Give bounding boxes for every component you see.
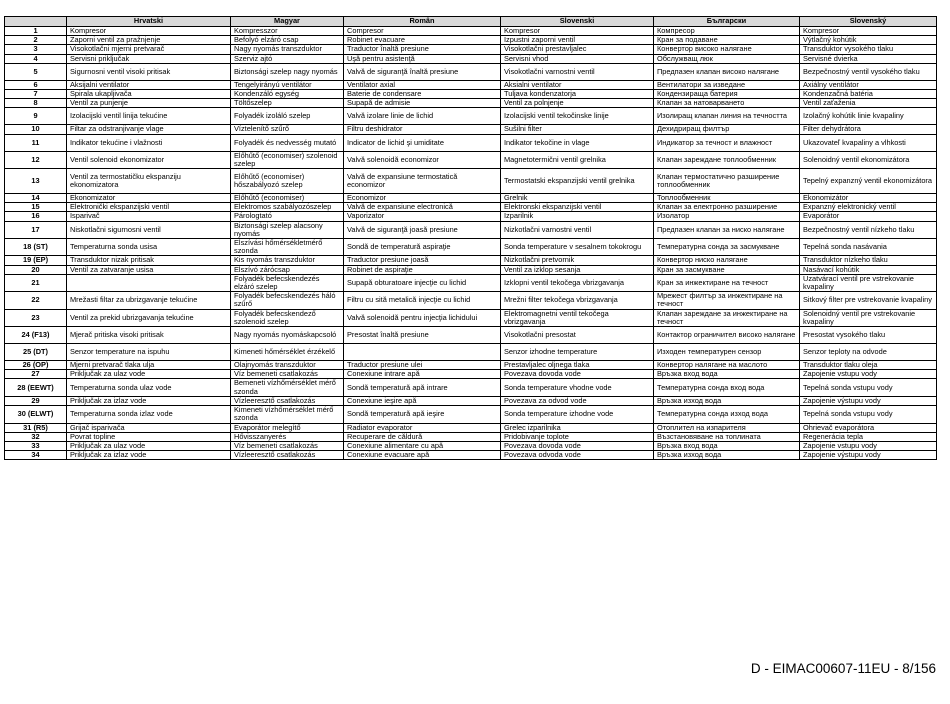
cell-slovenian: Pridobivanje toplote — [501, 432, 654, 441]
cell-slovak: Uzatvárací ventil pre vstrekovanie kvapaliny — [800, 274, 937, 291]
cell-romanian: Valvă de siguranţă joasă presiune — [344, 221, 501, 238]
cell-slovenian: Povezava dovoda vode — [501, 441, 654, 450]
cell-bulgarian: Изолиращ клапан линия на течността — [654, 108, 800, 125]
cell-hungarian: Biztonsági szelep alacsony nyomás — [231, 221, 344, 238]
cell-slovenian: Kompresor — [501, 27, 654, 36]
cell-hungarian: Víztelenítő szűrő — [231, 125, 344, 134]
table-row — [5, 203, 937, 212]
cell-romanian: Robinet de aspiraţie — [344, 265, 501, 274]
cell-croatian: Mjerač pritiska visoki pritisak — [67, 327, 231, 344]
cell-croatian: Povrat topline — [67, 432, 231, 441]
row-number: 15 — [5, 203, 67, 212]
cell-slovenian: Ventil za polnjenje — [501, 99, 654, 108]
table-row — [5, 379, 937, 396]
cell-romanian: Conexiune alimentare cu apă — [344, 441, 501, 450]
table-body — [5, 27, 937, 460]
cell-croatian: Temperaturna sonda usisa — [67, 239, 231, 256]
cell-bulgarian: Изолатор — [654, 212, 800, 221]
cell-hungarian: Előhűtő (economiser) — [231, 194, 344, 203]
cell-romanian: Traductor înaltă presiune — [344, 45, 501, 54]
cell-hungarian: Evaporátor melegítő — [231, 423, 344, 432]
cell-slovak: Evaporátor — [800, 212, 937, 221]
cell-croatian: Ventil solenoid ekonomizator — [67, 151, 231, 168]
row-number: 8 — [5, 99, 67, 108]
row-number: 12 — [5, 151, 67, 168]
row-number: 19 (EP) — [5, 256, 67, 265]
table-row — [5, 423, 937, 432]
cell-slovenian: Izklopni ventil tekočega vbrizgavanja — [501, 274, 654, 291]
cell-slovak: Solenoidný ventil ekonomizátora — [800, 151, 937, 168]
cell-bulgarian: Компресор — [654, 27, 800, 36]
cell-romanian: Valvă de expansiune electronică — [344, 203, 501, 212]
cell-slovenian: Senzor izhodne temperature — [501, 344, 654, 361]
cell-slovenian: Sušilni filter — [501, 125, 654, 134]
cell-romanian: Traductor presiune ulei — [344, 361, 501, 370]
cell-bulgarian: Отоплител на изпарителя — [654, 423, 800, 432]
cell-slovenian: Magnetotermični ventil grelnika — [501, 151, 654, 168]
cell-slovenian: Servisni vhod — [501, 54, 654, 63]
cell-slovak: Tepelná sonda vstupu vody — [800, 379, 937, 396]
cell-slovenian: Sonda temperature v sesalnem tokokrogu — [501, 239, 654, 256]
table-row — [5, 441, 937, 450]
row-number: 11 — [5, 134, 67, 151]
cell-hungarian: Befolyó elzáró csap — [231, 36, 344, 45]
cell-bulgarian: Контактор ограничител високо налягане — [654, 327, 800, 344]
cell-hungarian: Előhűtő (economiser) szolenoid szelep — [231, 151, 344, 168]
table-row — [5, 151, 937, 168]
row-number: 9 — [5, 108, 67, 125]
row-number: 7 — [5, 90, 67, 99]
table-row — [5, 45, 937, 54]
row-number: 17 — [5, 221, 67, 238]
cell-bulgarian: Топлообменник — [654, 194, 800, 203]
cell-hungarian: Folyadék befecskendező szolenoid szelep — [231, 309, 344, 326]
cell-bulgarian: Възстановяване на топлината — [654, 432, 800, 441]
cell-slovak: Nasávací kohútik — [800, 265, 937, 274]
cell-bulgarian: Конвертор налягане на маслото — [654, 361, 800, 370]
row-number: 3 — [5, 45, 67, 54]
cell-slovenian: Aksialni ventilator — [501, 80, 654, 89]
table-row — [5, 99, 937, 108]
cell-bulgarian: Кондензираща батерия — [654, 90, 800, 99]
cell-romanian: Valvă de expansiune termostatică economizor — [344, 169, 501, 194]
cell-croatian: Servisni priključak — [67, 54, 231, 63]
cell-croatian: Aksijalni ventilator — [67, 80, 231, 89]
row-number: 21 — [5, 274, 67, 291]
cell-hungarian: Biztonsági szelep nagy nyomás — [231, 63, 344, 80]
cell-slovenian: Povezava odvoda vode — [501, 451, 654, 460]
cell-hungarian: Nagy nyomás nyomáskapcsoló — [231, 327, 344, 344]
cell-romanian: Conexiune intrare apă — [344, 370, 501, 379]
cell-slovak: Kompresor — [800, 27, 937, 36]
cell-romanian: Valvă de siguranţă înaltă presiune — [344, 63, 501, 80]
table-row — [5, 274, 937, 291]
cell-romanian — [344, 344, 501, 361]
row-number: 14 — [5, 194, 67, 203]
cell-slovenian: Povezava dovoda vode — [501, 370, 654, 379]
cell-hungarian: Tengelyirányú ventilátor — [231, 80, 344, 89]
cell-bulgarian: Изходен температурен сензор — [654, 344, 800, 361]
column-header-slovenian: Slovenski — [501, 17, 654, 27]
table-header-row — [5, 17, 937, 27]
cell-slovak: Filter dehydrátora — [800, 125, 937, 134]
row-number: 23 — [5, 309, 67, 326]
cell-croatian: Priključak za izlaz vode — [67, 396, 231, 405]
cell-slovenian: Izparilnik — [501, 212, 654, 221]
cell-romanian: Vaporizator — [344, 212, 501, 221]
cell-hungarian: Olajnyomás transzduktor — [231, 361, 344, 370]
row-number: 33 — [5, 441, 67, 450]
row-number: 28 (EEWT) — [5, 379, 67, 396]
column-header-romanian: Român — [344, 17, 501, 27]
row-number: 25 (DT) — [5, 344, 67, 361]
cell-slovak: Regenerácia tepla — [800, 432, 937, 441]
cell-bulgarian: Предпазен клапан високо налягане — [654, 63, 800, 80]
cell-croatian: Visokotlačni mjerni pretvarač — [67, 45, 231, 54]
cell-romanian: Presostat înaltă presiune — [344, 327, 501, 344]
cell-slovenian: Sonda temperature vhodne vode — [501, 379, 654, 396]
cell-croatian — [67, 274, 231, 291]
cell-slovak: Zapojenie výstupu vody — [800, 451, 937, 460]
cell-croatian: Senzor temperature na ispuhu — [67, 344, 231, 361]
cell-hungarian: Kimeneti hőmérséklet érzékelő — [231, 344, 344, 361]
cell-slovak: Tepelná sonda vstupu vody — [800, 406, 937, 423]
table-row — [5, 169, 937, 194]
row-number: 10 — [5, 125, 67, 134]
cell-slovenian: Sonda temperature izhodne vode — [501, 406, 654, 423]
table-row — [5, 54, 937, 63]
cell-slovak: Senzor teploty na odvode — [800, 344, 937, 361]
table-row — [5, 239, 937, 256]
cell-romanian: Sondă de temperatură aspiraţie — [344, 239, 501, 256]
cell-hungarian: Párologtató — [231, 212, 344, 221]
cell-romanian: Conexiune evacuare apă — [344, 451, 501, 460]
cell-croatian: Temperaturna sonda ulaz vode — [67, 379, 231, 396]
table-row — [5, 327, 937, 344]
cell-bulgarian: Обслужващ люк — [654, 54, 800, 63]
cell-slovak: Ekonomizátor — [800, 194, 937, 203]
table-row — [5, 432, 937, 441]
row-number: 26 (OP) — [5, 361, 67, 370]
cell-bulgarian: Вентилатори за изведане — [654, 80, 800, 89]
cell-bulgarian: Връзка изход вода — [654, 451, 800, 460]
cell-romanian: Radiator evaporator — [344, 423, 501, 432]
cell-croatian: Indikator tekućine i vlažnosti — [67, 134, 231, 151]
cell-romanian: Robinet evacuare — [344, 36, 501, 45]
cell-croatian: Ventil za punjenje — [67, 99, 231, 108]
cell-slovenian: Nizkotlačni varnostni ventil — [501, 221, 654, 238]
cell-hungarian: Víz bemeneti csatlakozás — [231, 441, 344, 450]
cell-slovak: Výtlačný kohútik — [800, 36, 937, 45]
cell-hungarian: Vízleeresztő csatlakozás — [231, 396, 344, 405]
cell-slovenian: Povezava za odvod vode — [501, 396, 654, 405]
column-header-croatian: Hrvatski — [67, 17, 231, 27]
cell-hungarian: Töltőszelep — [231, 99, 344, 108]
cell-slovenian: Nizkotlačni pretvornik — [501, 256, 654, 265]
table-row — [5, 344, 937, 361]
cell-romanian: Supapă obturatoare injecţie cu lichid — [344, 274, 501, 291]
cell-slovak: Servisné dvierka — [800, 54, 937, 63]
cell-croatian: Zaporni ventil za pražnjenje — [67, 36, 231, 45]
table-row — [5, 361, 937, 370]
cell-slovak: Expanzný elektronický ventil — [800, 203, 937, 212]
cell-slovak: Solenoidný ventil pre vstrekovanie kvapaliny — [800, 309, 937, 326]
cell-slovenian: Termostatski ekspanzijski ventil grelnika — [501, 169, 654, 194]
cell-bulgarian: Клапан за електронно разширение — [654, 203, 800, 212]
cell-bulgarian: Връзка вход вода — [654, 370, 800, 379]
cell-hungarian: Kimeneti vízhőmérséklet mérő szonda — [231, 406, 344, 423]
cell-bulgarian: Предпазен клапан за ниско налягане — [654, 221, 800, 238]
column-header-bulgarian: Български — [654, 17, 800, 27]
table-row — [5, 108, 937, 125]
cell-slovenian: Visokotlačni prestavljalec — [501, 45, 654, 54]
cell-croatian: Spirala ukapljivača — [67, 90, 231, 99]
cell-romanian: Ventilator axial — [344, 80, 501, 89]
cell-slovenian: Indikator tekočine in vlage — [501, 134, 654, 151]
cell-bulgarian: Кран за засмукване — [654, 265, 800, 274]
cell-slovenian: Visokotlačni presostat — [501, 327, 654, 344]
cell-slovak: Kondenzačná batéria — [800, 90, 937, 99]
cell-hungarian: Kompresszor — [231, 27, 344, 36]
cell-bulgarian: Температурна сонда за засмукване — [654, 239, 800, 256]
row-number: 6 — [5, 80, 67, 89]
table-row — [5, 36, 937, 45]
row-number: 16 — [5, 212, 67, 221]
cell-croatian: Ventil za prekid ubrizgavanja tekućine — [67, 309, 231, 326]
cell-bulgarian: Мрежест филтър за инжектиране на течност — [654, 292, 800, 309]
cell-hungarian: Előhűtő (economiser) hőszabályozó szelep — [231, 169, 344, 194]
cell-romanian: Economizor — [344, 194, 501, 203]
row-number: 24 (F13) — [5, 327, 67, 344]
row-number: 27 — [5, 370, 67, 379]
cell-slovak: Tepelná sonda nasávania — [800, 239, 937, 256]
cell-bulgarian: Връзка вход вода — [654, 441, 800, 450]
cell-slovak: Ukazovateľ kvapaliny a vlhkosti — [800, 134, 937, 151]
cell-slovenian: Ventil za izklop sesanja — [501, 265, 654, 274]
cell-slovak: Zapojenie vstupu vody — [800, 370, 937, 379]
cell-slovak: Tepelný expanzný ventil ekonomizátora — [800, 169, 937, 194]
cell-romanian: Sondă temperatură apă intrare — [344, 379, 501, 396]
table-row — [5, 451, 937, 460]
row-number: 32 — [5, 432, 67, 441]
row-number: 31 (R5) — [5, 423, 67, 432]
table-row — [5, 309, 937, 326]
table-row — [5, 27, 937, 36]
cell-slovenian: Grelec izparilnika — [501, 423, 654, 432]
document-reference: D - EIMAC00607-11EU - 8/156 — [750, 661, 936, 676]
cell-slovak: Axiálny ventilátor — [800, 80, 937, 89]
cell-slovak: Transduktor tlaku oleja — [800, 361, 937, 370]
cell-bulgarian: Конвертор ниско налягане — [654, 256, 800, 265]
cell-croatian: Transduktor nizak pritisak — [67, 256, 231, 265]
cell-slovak: Zapojenie výstupu vody — [800, 396, 937, 405]
row-number: 4 — [5, 54, 67, 63]
cell-croatian: Izolacijski ventil linija tekućine — [67, 108, 231, 125]
cell-romanian: Baterie de condensare — [344, 90, 501, 99]
cell-bulgarian: Кран за подаване — [654, 36, 800, 45]
cell-slovak: Ventil zaťaženia — [800, 99, 937, 108]
cell-hungarian: Kondenzáló egység — [231, 90, 344, 99]
cell-hungarian: Nagy nyomás transzduktor — [231, 45, 344, 54]
cell-romanian: Filtru cu sită metalică injecţie cu lichid — [344, 292, 501, 309]
cell-slovenian: Visokotlačni varnostni ventil — [501, 63, 654, 80]
cell-slovenian: Prestavljalec oljnega tlaka — [501, 361, 654, 370]
cell-romanian: Supapă de admisie — [344, 99, 501, 108]
cell-romanian: Recuperare de căldură — [344, 432, 501, 441]
cell-croatian: Elektronički ekspanzijski ventil — [67, 203, 231, 212]
cell-slovak: Bezpečnostný ventil nízkeho tlaku — [800, 221, 937, 238]
cell-hungarian: Folyadék és nedvesség mutató — [231, 134, 344, 151]
table-row — [5, 370, 937, 379]
cell-bulgarian: Кран за инжектиране на течност — [654, 274, 800, 291]
table-row — [5, 212, 937, 221]
cell-slovenian: Elektronski ekspanzijski ventil — [501, 203, 654, 212]
cell-slovenian: Tuljava kondenzatorja — [501, 90, 654, 99]
cell-croatian: Mjerni pretvarač tlaka ulja — [67, 361, 231, 370]
row-number: 22 — [5, 292, 67, 309]
table-row — [5, 125, 937, 134]
cell-bulgarian: Клапан зареждане топлообменник — [654, 151, 800, 168]
row-number: 30 (ELWT) — [5, 406, 67, 423]
cell-bulgarian: Индикатор за течност и влажност — [654, 134, 800, 151]
cell-croatian: Grijač isparivača — [67, 423, 231, 432]
cell-slovak: Presostat vysokého tlaku — [800, 327, 937, 344]
row-number: 13 — [5, 169, 67, 194]
cell-croatian: Kompresor — [67, 27, 231, 36]
cell-bulgarian: Клапан за натоварването — [654, 99, 800, 108]
translation-table — [4, 16, 937, 460]
cell-hungarian: Bemeneti vízhőmérséklet mérő szonda — [231, 379, 344, 396]
cell-slovak: Transduktor vysokého tlaku — [800, 45, 937, 54]
table-row — [5, 194, 937, 203]
column-header-hungarian: Magyar — [231, 17, 344, 27]
cell-romanian: Sondă temperatură apă ieşire — [344, 406, 501, 423]
cell-slovak: Bezpečnostný ventil vysokého tlaku — [800, 63, 937, 80]
cell-romanian: Valvă solenoidă economizor — [344, 151, 501, 168]
cell-slovenian: Mrežni filter tekočega vbrizgavanja — [501, 292, 654, 309]
cell-hungarian: Víz bemeneti csatlakozás — [231, 370, 344, 379]
cell-slovak: Izolačný kohútik linie kvapaliny — [800, 108, 937, 125]
cell-hungarian: Folyadék befecskendezés háló szűrő — [231, 292, 344, 309]
cell-bulgarian: Конвертор високо налягане — [654, 45, 800, 54]
cell-romanian: Indicator de lichid şi umiditate — [344, 134, 501, 151]
cell-slovak: Sitkový filter pre vstrekovanie kvapaliny — [800, 292, 937, 309]
cell-slovak: Zapojenie vstupu vody — [800, 441, 937, 450]
row-number: 2 — [5, 36, 67, 45]
cell-croatian: Priključak za ulaz vode — [67, 370, 231, 379]
cell-bulgarian: Температурна сонда вход вода — [654, 379, 800, 396]
cell-slovak: Ohrievač evaporátora — [800, 423, 937, 432]
cell-bulgarian: Клапан термостатично разширение топлообменник — [654, 169, 800, 194]
cell-croatian: Isparivač — [67, 212, 231, 221]
cell-hungarian: Hővisszanyerés — [231, 432, 344, 441]
cell-croatian: Ventil za zatvaranje usisa — [67, 265, 231, 274]
cell-slovenian: Izpustni zaporni ventil — [501, 36, 654, 45]
table-row — [5, 256, 937, 265]
row-number: 29 — [5, 396, 67, 405]
row-number: 34 — [5, 451, 67, 460]
cell-croatian: Ekonomizator — [67, 194, 231, 203]
cell-bulgarian: Клапан зареждане за инжектиране на течност — [654, 309, 800, 326]
cell-bulgarian: Връзка изход вода — [654, 396, 800, 405]
cell-hungarian: Elektromos szabályozószelep — [231, 203, 344, 212]
table-row — [5, 292, 937, 309]
cell-hungarian: Szerviz ajtó — [231, 54, 344, 63]
cell-croatian: Filtar za odstranjivanje vlage — [67, 125, 231, 134]
cell-slovenian: Elektromagnetni ventil tekočega vbrizgavanja — [501, 309, 654, 326]
cell-croatian: Niskotlačni sigurnosni ventil — [67, 221, 231, 238]
cell-slovenian: Izolacijski ventil tekočinske linije — [501, 108, 654, 125]
cell-croatian: Sigurnosni ventil visoki pritisak — [67, 63, 231, 80]
cell-slovak: Transduktor nízkeho tlaku — [800, 256, 937, 265]
column-header-number — [5, 17, 67, 27]
cell-romanian: Uşă pentru asistenţă — [344, 54, 501, 63]
cell-croatian: Priključak za ulaz vode — [67, 441, 231, 450]
cell-hungarian: Elszívási hőmérsékletmérő szonda — [231, 239, 344, 256]
row-number: 20 — [5, 265, 67, 274]
cell-croatian: Mrežasti filtar za ubrizgavanje tekućine — [67, 292, 231, 309]
cell-romanian: Conexiune ieşire apă — [344, 396, 501, 405]
cell-hungarian: Vízleeresztő csatlakozás — [231, 451, 344, 460]
cell-romanian: Traductor presiune joasă — [344, 256, 501, 265]
row-number: 1 — [5, 27, 67, 36]
column-header-slovak: Slovenský — [800, 17, 937, 27]
cell-croatian: Ventil za termostatičku ekspanziju ekonomizatora — [67, 169, 231, 194]
cell-croatian: Priključak za izlaz vode — [67, 451, 231, 460]
table-row — [5, 80, 937, 89]
cell-hungarian: Kis nyomás transzduktor — [231, 256, 344, 265]
table-row — [5, 90, 937, 99]
cell-hungarian: Folyadék izoláló szelep — [231, 108, 344, 125]
cell-romanian: Valvă izolare linie de lichid — [344, 108, 501, 125]
cell-hungarian: Folyadék befecskendezés elzáró szelep — [231, 274, 344, 291]
table-row — [5, 134, 937, 151]
row-number: 18 (ST) — [5, 239, 67, 256]
row-number: 5 — [5, 63, 67, 80]
cell-bulgarian: Дехидриращ филтър — [654, 125, 800, 134]
cell-romanian: Valvă solenoidă pentru injecţia lichidului — [344, 309, 501, 326]
cell-romanian: Compresor — [344, 27, 501, 36]
table-row — [5, 396, 937, 405]
cell-bulgarian: Температурна сонда изход вода — [654, 406, 800, 423]
cell-croatian: Temperaturna sonda izlaz vode — [67, 406, 231, 423]
cell-hungarian: Elszívó zárócsap — [231, 265, 344, 274]
table-row — [5, 63, 937, 80]
cell-romanian: Filtru deshidrator — [344, 125, 501, 134]
table-row — [5, 265, 937, 274]
table-row — [5, 406, 937, 423]
cell-slovenian: Grelnik — [501, 194, 654, 203]
table-row — [5, 221, 937, 238]
